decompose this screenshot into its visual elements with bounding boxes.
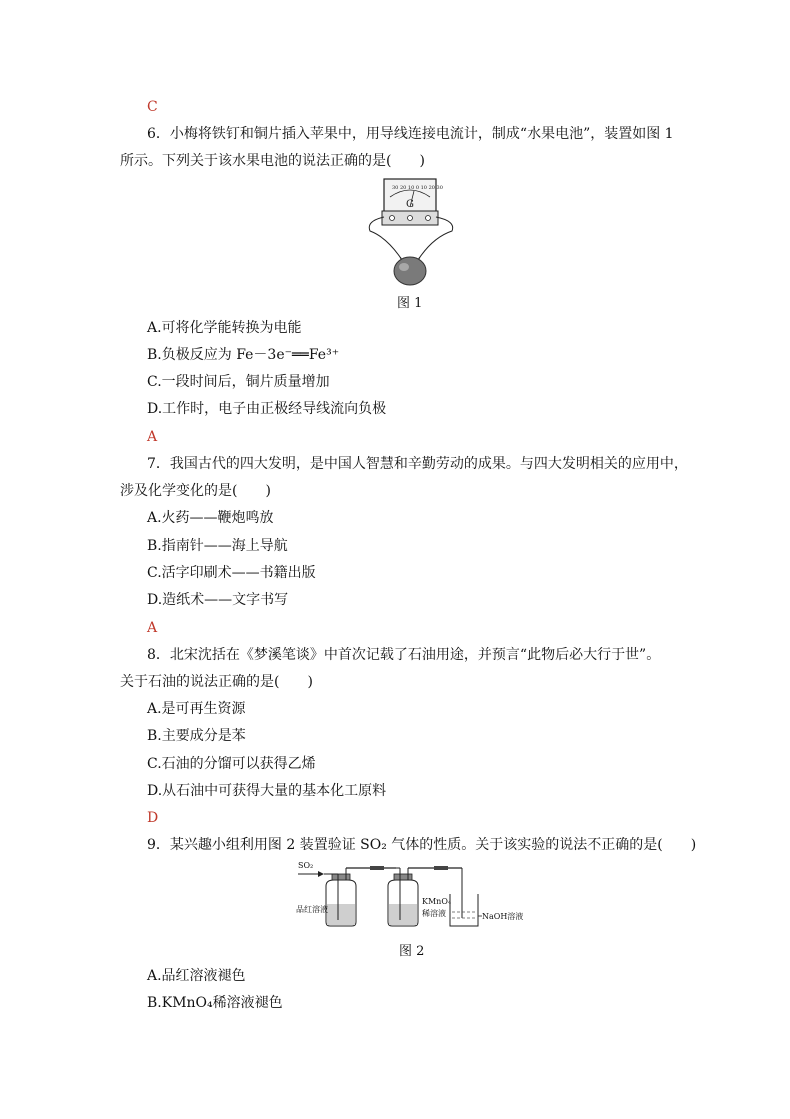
apple	[394, 257, 426, 285]
beaker-label: NaOH溶液	[482, 912, 524, 921]
q7-answer: A	[147, 620, 158, 636]
q6-option-b: B.负极反应为 Fe－3e⁻══Fe³⁺	[147, 347, 340, 363]
figure-2-caption: 图 2	[399, 944, 425, 959]
q8-stem-line1: 8．北宋沈括在《梦溪笔谈》中首次记载了石油用途，并预言“此物后必大行于世”。	[147, 647, 661, 663]
q5-answer: C	[147, 99, 158, 115]
q8-stem-line2: 关于石油的说法正确的是( )	[120, 674, 313, 690]
q9-option-a: A.品红溶液褪色	[147, 968, 246, 984]
so2-apparatus-figure	[296, 858, 536, 930]
figure-1-caption: 图 1	[397, 296, 423, 311]
q7-stem-line1: 7．我国古代的四大发明，是中国人智慧和辛勤劳动的成果。与四大发明相关的应用中，	[147, 456, 688, 472]
bottle2-label-line2: 稀溶液	[422, 909, 446, 918]
meter-letter: G	[406, 199, 414, 210]
q6-stem-line2: 所示。下列关于该水果电池的说法正确的是( )	[120, 153, 425, 169]
q7-stem-line2: 涉及化学变化的是( )	[120, 483, 271, 499]
q8-option-b: B.主要成分是苯	[147, 728, 246, 744]
so2-label: SO₂	[298, 861, 314, 870]
q8-option-c: C.石油的分馏可以获得乙烯	[147, 756, 316, 772]
q7-option-d: D.造纸术——文字书写	[147, 592, 289, 608]
bottle2-label-line1: KMnO₄	[422, 897, 452, 906]
q6-option-d: D.工作时，电子由正极经导线流向负极	[147, 401, 387, 417]
q8-answer: D	[147, 810, 159, 826]
q8-option-d: D.从石油中可获得大量的基本化工原料	[147, 783, 387, 799]
q6-option-c: C.一段时间后，铜片质量增加	[147, 374, 330, 390]
beaker	[450, 894, 478, 926]
q7-option-a: A.火药——鞭炮鸣放	[147, 510, 274, 526]
q9-option-b: B.KMnO₄稀溶液褪色	[147, 995, 283, 1011]
fruit-battery-figure	[360, 177, 470, 287]
q6-answer: A	[147, 429, 158, 445]
q7-option-c: C.活字印刷术——书籍出版	[147, 565, 316, 581]
q6-option-a: A.可将化学能转换为电能	[147, 320, 302, 336]
q7-option-b: B.指南针——海上导航	[147, 538, 288, 554]
q9-stem-line1: 9．某兴趣小组利用图 2 装置验证 SO₂ 气体的性质。关于该实验的说法不正确的是( )	[147, 837, 697, 853]
bottle1-label: 品红溶液	[296, 905, 328, 914]
q6-stem-line1: 6．小梅将铁钉和铜片插入苹果中，用导线连接电流计，制成“水果电池”，装置如图 1	[147, 126, 674, 142]
svg-text:30 20 10 0 10 20 30: 30 20 10 0 10 20 30	[392, 185, 443, 191]
q8-option-a: A.是可再生资源	[147, 701, 246, 717]
